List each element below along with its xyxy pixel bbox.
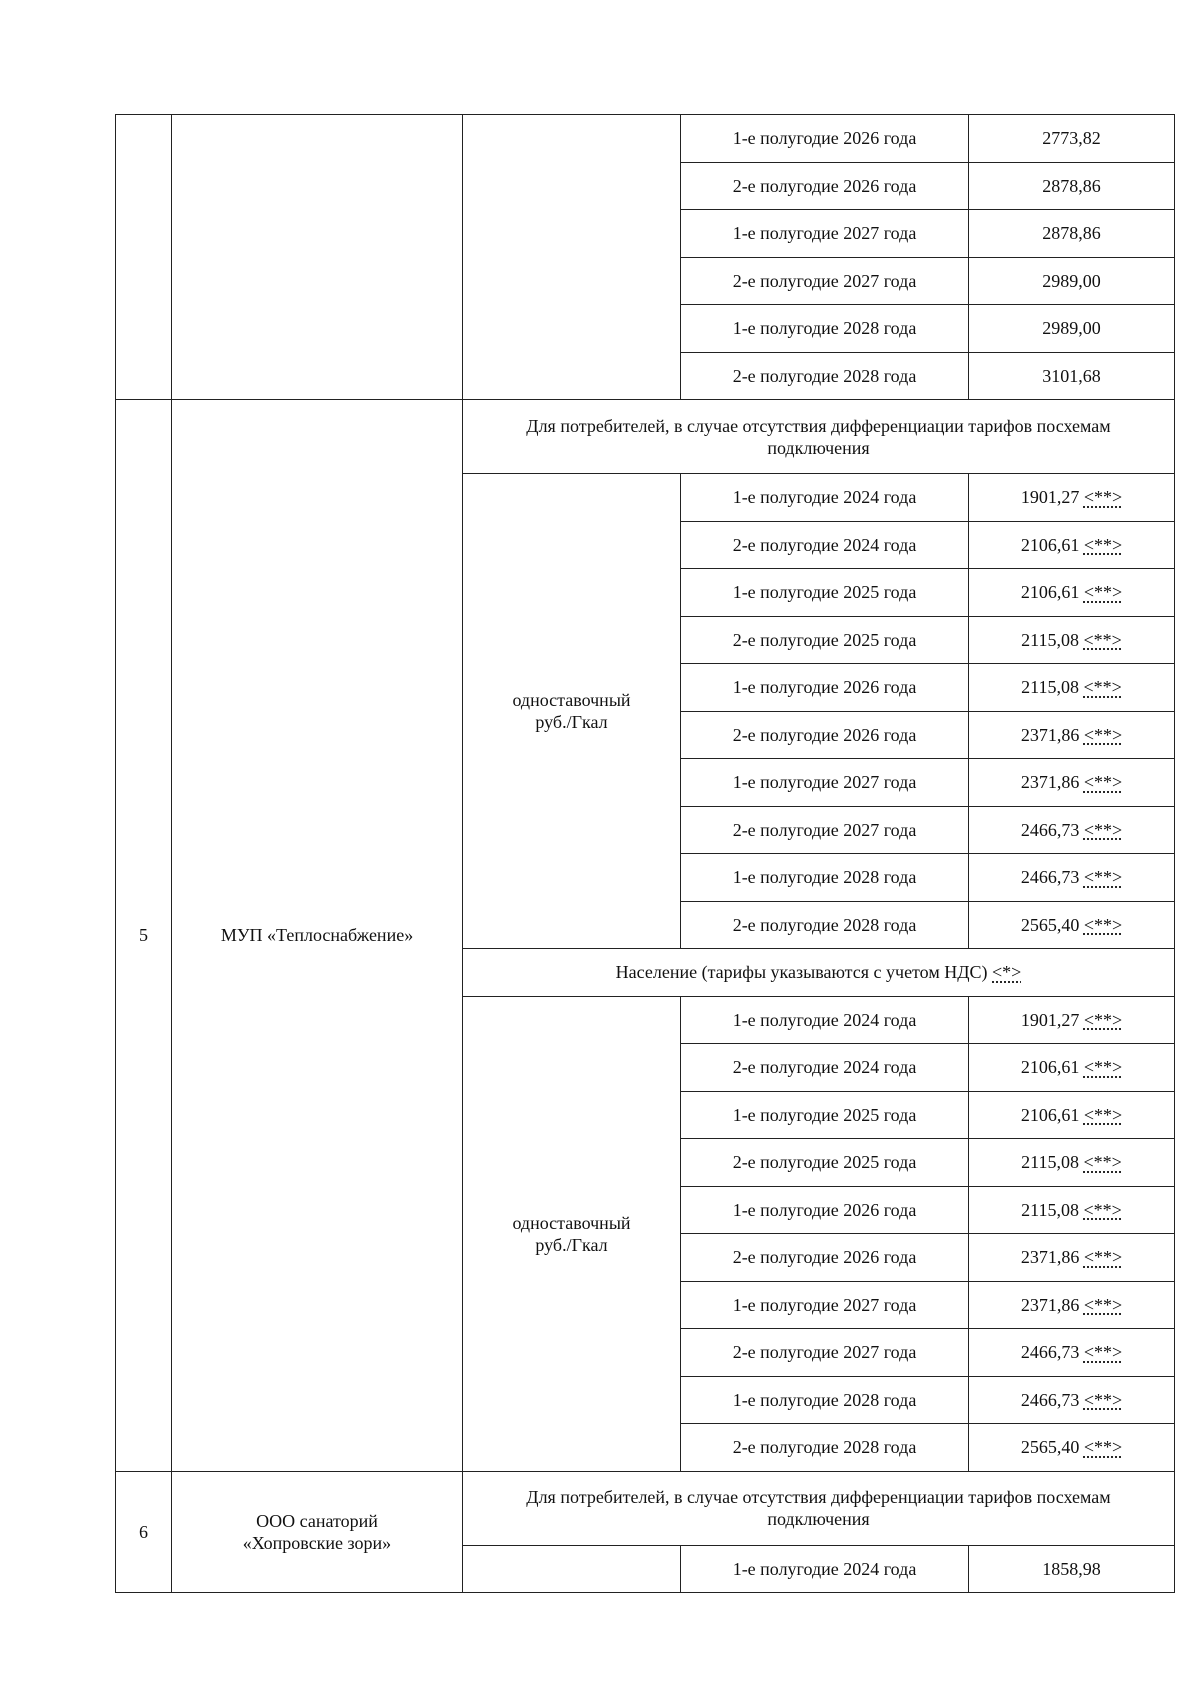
group-header-cell (463, 400, 1175, 474)
org-name-cell (172, 400, 463, 1472)
tariff-value: 1901,27 (1020, 1009, 1080, 1030)
tariff-type-cell (463, 996, 681, 1471)
org-name-cell (172, 115, 463, 400)
footnote-link[interactable]: <*> (992, 962, 1022, 983)
tariff-value: 2115,08 (1021, 677, 1080, 698)
value-cell (969, 1186, 1175, 1234)
row-number-cell (116, 1471, 172, 1593)
period-label: 1-е полугодие 2024 года (732, 487, 917, 508)
value-cell (969, 616, 1175, 664)
footnote-link[interactable]: <**> (1083, 1247, 1123, 1268)
group-header: Население (тарифы указываются с учетом НДС) (615, 962, 993, 983)
footnote-link[interactable]: <**> (1083, 1009, 1123, 1030)
period-cell (681, 806, 969, 854)
table-row (116, 1471, 1175, 1545)
value-cell (969, 1139, 1175, 1187)
value-cell (969, 569, 1175, 617)
row-number: 5 (139, 925, 148, 946)
period-label: 1-е полугодие 2028 года (732, 867, 917, 888)
value-cell (969, 664, 1175, 712)
value-cell (969, 1376, 1175, 1424)
value-cell (969, 1044, 1175, 1092)
period-cell (681, 569, 969, 617)
period-label: 1-е полугодие 2028 года (732, 318, 917, 339)
period-label: 1-е полугодие 2027 года (732, 772, 917, 793)
tariff-value: 2466,73 (1020, 1389, 1080, 1410)
footnote-link[interactable]: <**> (1083, 1437, 1123, 1458)
footnote-link[interactable]: <**> (1083, 1294, 1123, 1315)
period-label: 2-е полугодие 2026 года (732, 1247, 917, 1268)
tariff-value: 2115,08 (1021, 1152, 1080, 1173)
period-label: 2-е полугодие 2025 года (732, 629, 917, 650)
footnote-link[interactable]: <**> (1083, 1199, 1122, 1220)
period-cell (681, 711, 969, 759)
tariff-value: 1901,27 (1020, 487, 1080, 508)
period-label: 2-е полугодие 2024 года (732, 534, 917, 555)
period-label: 1-е полугодие 2026 года (732, 128, 917, 149)
footnote-link[interactable]: <**> (1083, 629, 1122, 650)
period-label: 2-е полугодие 2028 года (732, 1437, 917, 1458)
value-cell (969, 1091, 1175, 1139)
period-label: 1-е полугодие 2024 года (732, 1009, 917, 1030)
period-cell (681, 305, 969, 353)
value-cell (969, 1329, 1175, 1377)
value-cell (969, 1424, 1175, 1472)
period-cell (681, 1234, 969, 1282)
footnote-link[interactable]: <**> (1083, 819, 1123, 840)
tariff-value: 2466,73 (1020, 867, 1080, 888)
period-cell (681, 210, 969, 258)
period-label: 1-е полугодие 2025 года (732, 1104, 917, 1125)
value-cell (969, 1234, 1175, 1282)
value-cell (969, 257, 1175, 305)
period-label: 2-е полугодие 2028 года (732, 365, 917, 386)
tariff-value: 2773,82 (1042, 128, 1101, 149)
tariff-value: 2106,61 (1020, 1104, 1080, 1125)
tariff-value: 3101,68 (1042, 365, 1101, 386)
group-header-cell (463, 1471, 1175, 1545)
tariff-value: 2371,86 (1020, 724, 1080, 745)
value-cell (969, 521, 1175, 569)
tariff-type-cell (463, 474, 681, 949)
period-cell (681, 352, 969, 400)
value-cell (969, 806, 1175, 854)
period-label: 1-е полугодие 2027 года (732, 223, 917, 244)
period-label: 2-е полугодие 2027 года (732, 1342, 917, 1363)
tariff-type: одноставочный (512, 1212, 631, 1233)
period-cell (681, 901, 969, 949)
period-cell (681, 1545, 969, 1593)
tariff-value: 2878,86 (1042, 223, 1101, 244)
org-name-cell (172, 1471, 463, 1593)
period-cell (681, 1091, 969, 1139)
period-label: 2-е полугодие 2027 года (732, 270, 917, 291)
period-cell (681, 1376, 969, 1424)
tariff-value: 2565,40 (1020, 914, 1080, 935)
tariff-value: 2371,86 (1020, 1247, 1080, 1268)
period-label: 1-е полугодие 2026 года (732, 677, 917, 698)
value-cell (969, 759, 1175, 807)
tariff-unit: руб./Гкал (535, 1234, 608, 1255)
footnote-link[interactable]: <**> (1083, 1057, 1123, 1078)
value-cell (969, 474, 1175, 522)
period-cell (681, 1329, 969, 1377)
tariff-value: 2371,86 (1020, 1294, 1080, 1315)
tariff-table (115, 114, 1175, 1593)
period-cell (681, 1044, 969, 1092)
period-cell (681, 257, 969, 305)
period-label: 1-е полугодие 2027 года (732, 1294, 917, 1315)
period-label: 2-е полугодие 2027 года (732, 819, 917, 840)
period-label: 2-е полугодие 2026 года (732, 175, 917, 196)
period-label: 1-е полугодие 2028 года (732, 1389, 917, 1410)
tariff-value: 1858,98 (1042, 1558, 1101, 1579)
period-cell (681, 759, 969, 807)
tariff-value: 2371,86 (1020, 772, 1080, 793)
footnote-link[interactable]: <**> (1083, 1342, 1123, 1363)
value-cell (969, 1545, 1175, 1593)
footnote-link[interactable]: <**> (1083, 582, 1123, 603)
tariff-type-cell (463, 1545, 681, 1593)
period-label: 2-е полугодие 2026 года (732, 724, 917, 745)
org-name-line: ООО санаторий (256, 1510, 378, 1531)
value-cell (969, 210, 1175, 258)
value-cell (969, 711, 1175, 759)
group-header: Для потребителей, в случае отсутствия дифференциации тарифов посхемам подключения (526, 415, 1111, 458)
table-row (116, 400, 1175, 474)
period-label: 1-е полугодие 2026 года (732, 1199, 917, 1220)
period-cell (681, 1186, 969, 1234)
tariff-type-cell (463, 115, 681, 400)
period-cell (681, 1281, 969, 1329)
period-cell (681, 996, 969, 1044)
footnote-link[interactable]: <**> (1083, 772, 1123, 793)
footnote-link[interactable]: <**> (1083, 1152, 1122, 1173)
tariff-value: 2466,73 (1020, 1342, 1080, 1363)
group-header: Для потребителей, в случае отсутствия дифференциации тарифов посхемам подключения (526, 1487, 1111, 1529)
period-label: 1-е полугодие 2025 года (732, 582, 917, 603)
tariff-value: 2106,61 (1020, 1057, 1080, 1078)
footnote-link[interactable]: <**> (1083, 534, 1123, 555)
footnote-link[interactable]: <**> (1083, 724, 1123, 745)
value-cell (969, 901, 1175, 949)
row-number-cell (116, 115, 172, 400)
period-cell (681, 162, 969, 210)
org-name-line: «Хопровские зори» (242, 1532, 392, 1553)
row-number-cell (116, 400, 172, 1472)
footnote-link[interactable]: <**> (1083, 1104, 1123, 1125)
tariff-value: 2989,00 (1042, 270, 1101, 291)
period-label: 2-е полугодие 2028 года (732, 914, 917, 935)
tariff-value: 2878,86 (1042, 175, 1101, 196)
org-name: МУП «Теплоснабжение» (220, 925, 414, 946)
tariff-value: 2115,08 (1021, 629, 1080, 650)
value-cell (969, 305, 1175, 353)
period-cell (681, 115, 969, 163)
value-cell (969, 162, 1175, 210)
value-cell (969, 1281, 1175, 1329)
value-cell (969, 352, 1175, 400)
period-cell (681, 616, 969, 664)
row-number: 6 (139, 1521, 148, 1542)
period-cell (681, 521, 969, 569)
period-cell (681, 1139, 969, 1187)
tariff-value: 2466,73 (1020, 819, 1080, 840)
tariff-value: 2115,08 (1021, 1199, 1080, 1220)
period-label: 1-е полугодие 2024 года (732, 1558, 917, 1579)
footnote-link[interactable]: <**> (1083, 914, 1123, 935)
group-header-cell (463, 949, 1175, 997)
period-cell (681, 854, 969, 902)
period-cell (681, 664, 969, 712)
tariff-value: 2106,61 (1020, 534, 1080, 555)
period-cell (681, 474, 969, 522)
period-label: 2-е полугодие 2025 года (732, 1152, 917, 1173)
tariff-unit: руб./Гкал (535, 712, 608, 732)
value-cell (969, 996, 1175, 1044)
footnote-link[interactable]: <**> (1083, 1389, 1123, 1410)
value-cell (969, 115, 1175, 163)
footnote-link[interactable]: <**> (1083, 677, 1122, 698)
footnote-link[interactable]: <**> (1083, 487, 1123, 508)
table-row (116, 115, 1175, 163)
value-cell (969, 854, 1175, 902)
period-cell (681, 1424, 969, 1472)
tariff-value: 2106,61 (1020, 582, 1080, 603)
period-label: 2-е полугодие 2024 года (732, 1057, 917, 1078)
tariff-value: 2989,00 (1042, 318, 1101, 339)
tariff-value: 2565,40 (1020, 1437, 1080, 1458)
footnote-link[interactable]: <**> (1083, 867, 1123, 888)
tariff-type: одноставочный (512, 690, 631, 710)
